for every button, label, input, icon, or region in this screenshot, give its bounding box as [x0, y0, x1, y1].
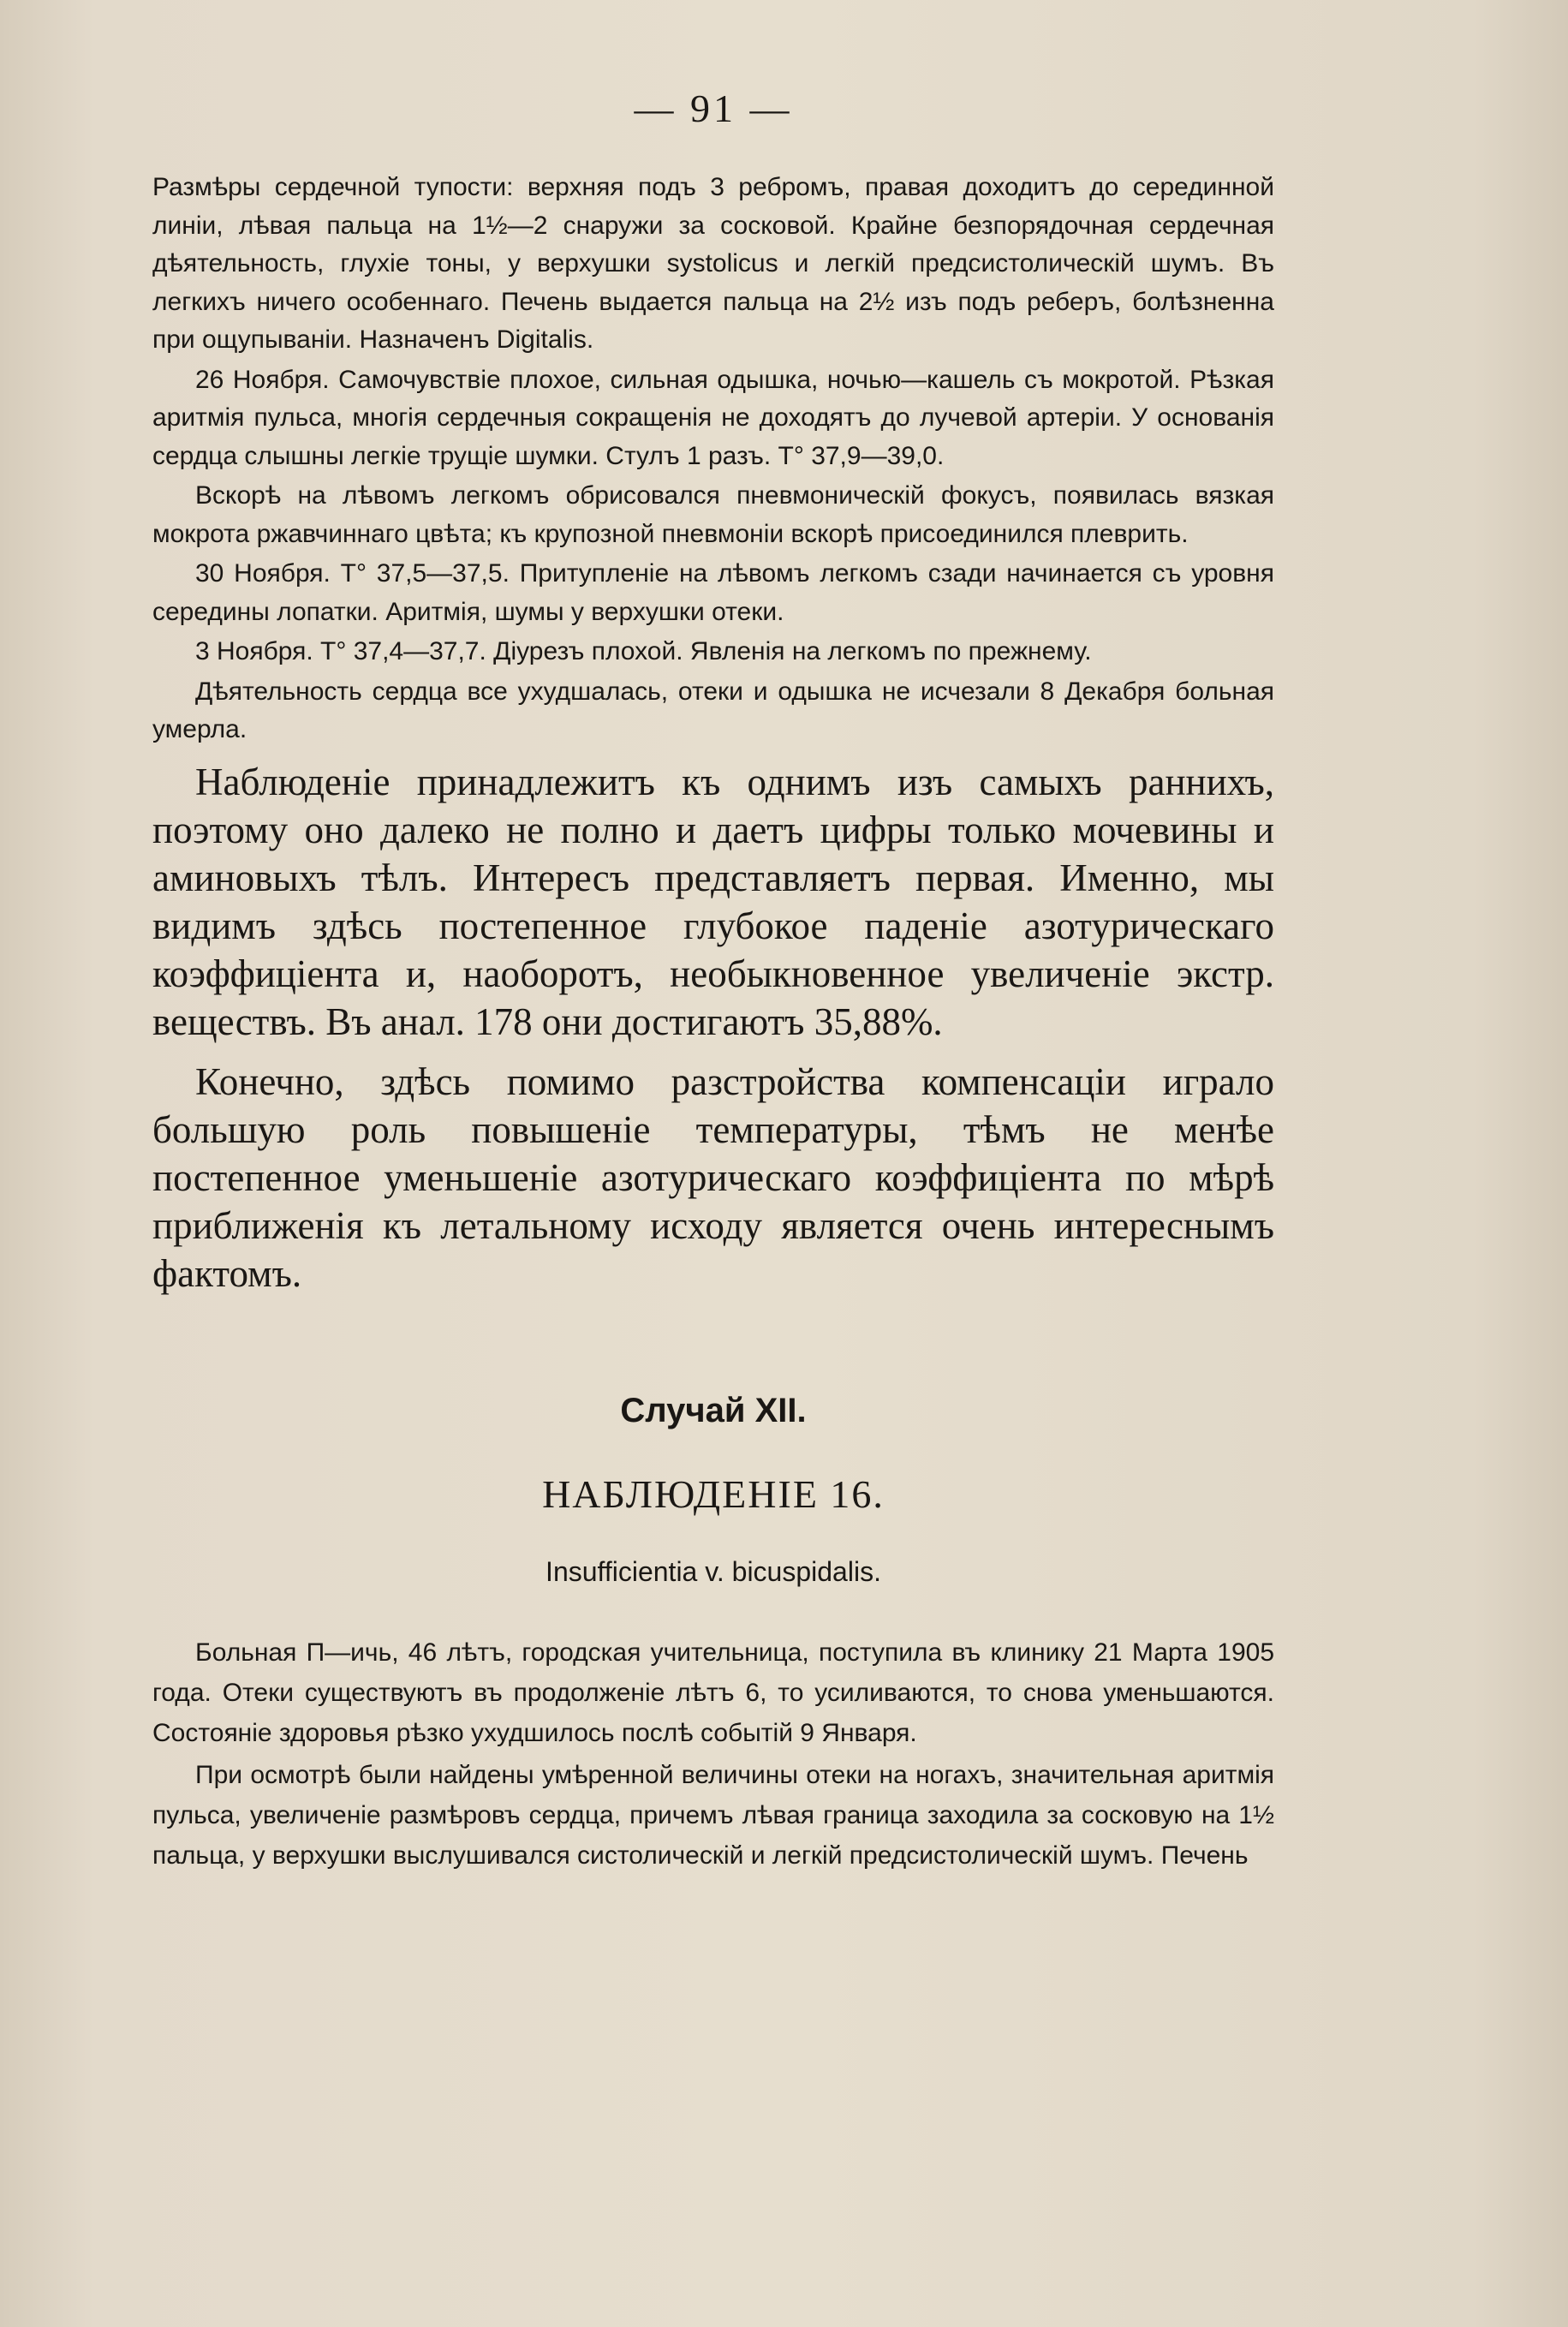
case-title: Случай XII. — [620, 1391, 807, 1429]
paragraph-heart-dullness: Размѣры сердечной тупости: верхняя подъ 3 ребромъ, правая доходитъ до серединной линіи, лѣвая пальца на 1½—2 снаружи за сосковой. Крайне безпорядочная сердечная дѣятельность, глухіе тоны, у верхушки systolicus и легкій предсистолическій шумъ. Въ легкихъ ничего особеннаго. Печень выдается пальца на 2½ изъ подъ реберъ, болѣзненна при ощупываніи. Назначенъ Digitalis. — [152, 173, 1274, 354]
paragraph-pneumonia: Вскорѣ на лѣвомъ легкомъ обрисовался пневмоническій фокусъ, появилась вязкая мокрота ржавчиннаго цвѣта; къ крупозной пневмоніи вскорѣ присоединился плеврить. — [152, 481, 1274, 548]
observation-title: НАБЛЮДЕНІЕ 16. — [542, 1471, 885, 1516]
paragraph-examination: При осмотрѣ были найдены умѣренной величины отеки на ногахъ, значительная аритмія пульса, увеличеніе размѣровъ сердца, причемъ лѣвая граница заходила за сосковую на 1½ пальца, у верхушки выслушивался систолическій и легкій предсистолическій шумъ. Печень — [152, 1760, 1274, 1870]
paragraph-nov-30: 30 Ноября. T° 37,5—37,5. Притупленіе на лѣвомъ легкомъ сзади начинается съ уровня середины лопатки. Аритмія, шумы у верхушки отеки. — [152, 559, 1274, 626]
paragraph-patient-history: Больная П—ичь, 46 лѣтъ, городская учительница, поступила въ клинику 21 Марта 1905 года. Отеки существуютъ въ продолженіе лѣтъ 6, то усиливаются, то снова уменьшаются. Состояніе здоровья рѣзко ухудшилось послѣ событій 9 Января. — [152, 1638, 1274, 1747]
page-content — [152, 86, 1274, 1876]
observation-16-body — [152, 1632, 1274, 1876]
paragraph-observation-notes: Наблюденіе принадлежитъ къ однимъ изъ самыхъ раннихъ, поэтому оно далеко не полно и даетъ цифры только мочевины и аминовыхъ тѣлъ. Интересъ представляетъ первая. Именно, мы видимъ здѣсь постепенное глубокое паденіе азотурическаго коэффиціента и, наоборотъ, необыкновенное увеличеніе экстр. веществъ. Въ анал. 178 они достигаютъ 35,88%. — [152, 760, 1274, 1043]
paragraph-conclusion: Конечно, здѣсь помимо разстройства компенсаціи играло большую роль повышеніе температуры, тѣмъ не менѣе постепенное уменьшеніе азотурическаго коэффиціента по мѣрѣ приближенія къ летальному исходу является очень интереснымъ фактомъ. — [152, 1059, 1274, 1295]
diagnosis-subtitle: Insufficientia v. bicuspidalis. — [546, 1555, 881, 1587]
paragraph-nov-3: 3 Ноября. T° 37,4—37,7. Діурезъ плохой. Явленія на легкомъ по прежнему. — [195, 637, 1092, 665]
paragraph-death: Дѣятельность сердца все ухудшалась, отеки и одышка не исчезали 8 Декабря больная умерла. — [152, 677, 1274, 743]
page-number: — 91 — — [634, 87, 793, 130]
paragraph-nov-26: 26 Ноября. Самочувствіе плохое, сильная одышка, ночью—кашель съ мокротой. Рѣзкая аритмія пульса, многія сердечныя сокращенія не доходятъ до лучевой артеріи. У основанія сердца слышны легкіе трущіе шумки. Стулъ 1 разъ. T° 37,9—39,0. — [152, 365, 1274, 470]
